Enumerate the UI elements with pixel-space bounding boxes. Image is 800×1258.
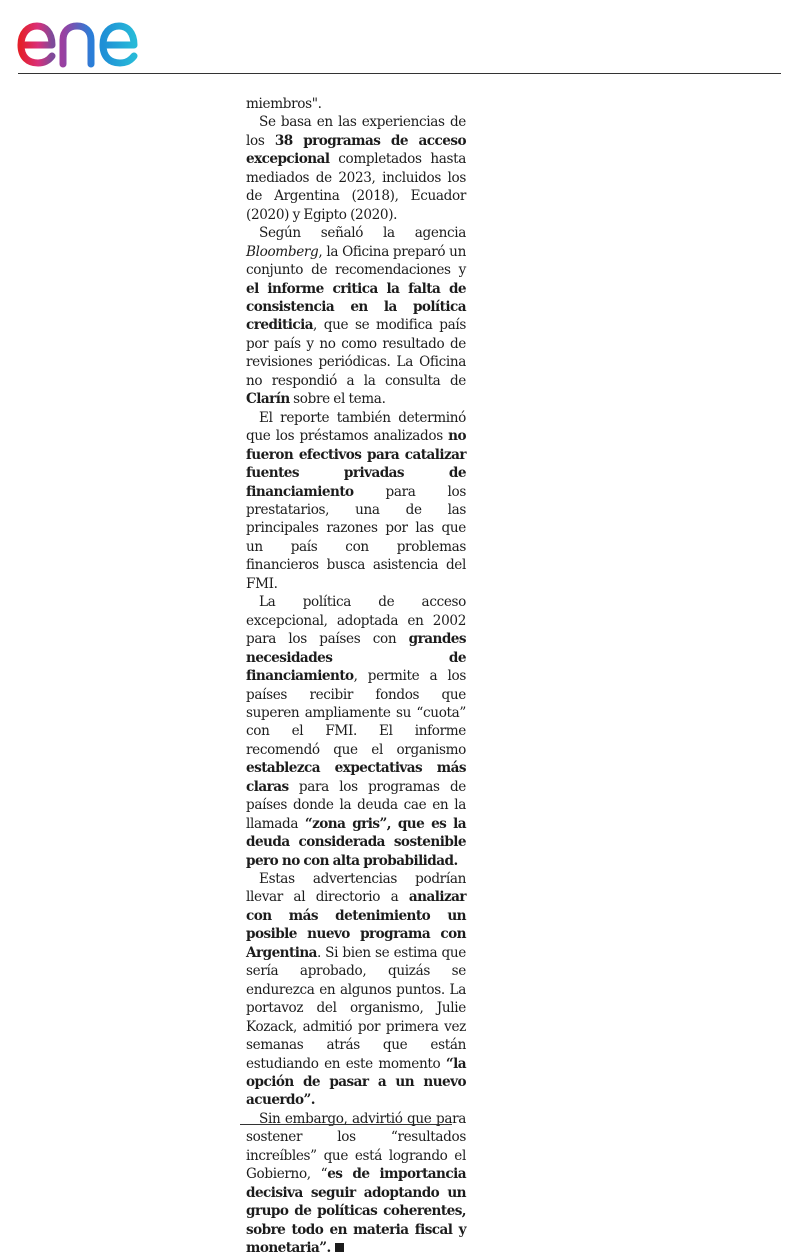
page-header [0,0,800,80]
paragraph-2: Se basa en las experiencias de los 38 programas de acceso excepcional completados hasta mediados de 2023, incluidos los de Argentina (2018), Ecuador (2020) y Egipto (2020). [246,114,466,223]
enel-logo [16,8,172,70]
footer-divider [240,1124,452,1125]
end-of-article-square-icon [335,1243,344,1252]
paragraph-7: Sin embargo, advirtió que para sostener los “resultados increíbles” que está logrando el Gobierno, “es de importancia decisiva seguir adoptando un grupo de políticas coherentes, sobre todo en materia fiscal y monetaria”. [246,1110,466,1257]
paragraph-1: miembros". [246,96,322,112]
paragraph-5: La política de acceso excepcional, adoptada en 2002 para los países con grandes necesidades de financiamiento, permite a los países recibir fondos que superen ampliamente su “cuota” con el FMI. El informe recomendó que el organismo establezca expectativas más claras para los programas de países donde la deuda cae en la llamada “zona gris”, que es la deuda considerada sostenible pero no con alta probabilidad. [246,594,466,869]
article-column [246,95,466,1258]
header-divider [18,73,781,74]
paragraph-3: Según señaló la agencia Bloomberg, la Oficina preparó un conjunto de recomendaciones y el informe critica la falta de consistencia en la política crediticia, que se modifica país por país y no como resultado de revisiones periódicas. La Oficina no respondió a la consulta de Clarín sobre el tema. [246,225,466,408]
paragraph-6: Estas advertencias podrían llevar al directorio a analizar con más detenimiento un posible nuevo programa con Argentina. Si bien se estima que sería aprobado, quizás se endurezca en algunos puntos. La portavoz del organismo, Julie Kozack, admitió por primera vez semanas atrás que están estudiando en este momento “la opción de pasar a un nuevo acuerdo”. [246,871,466,1109]
paragraph-4: El reporte también determinó que los préstamos analizados no fueron efectivos para catalizar fuentes privadas de financiamiento para los prestatarios, una de las principales razones por las que un país con problemas financieros busca asistencia del FMI. [246,409,466,592]
